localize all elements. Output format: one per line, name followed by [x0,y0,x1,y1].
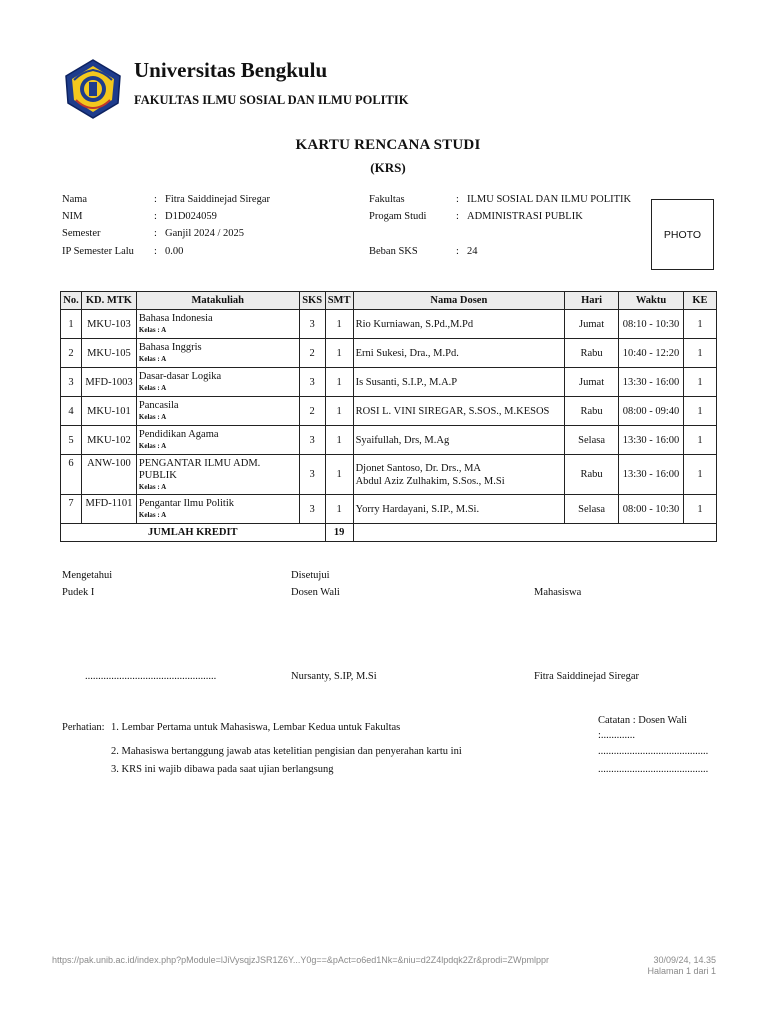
document-subtitle: (KRS) [370,160,406,175]
note-item-2: 2. Mahasiswa bertanggung jawab atas ketelitian pengisian dan penyerahan kartu ini [111,746,462,757]
cell-matkul [136,495,299,524]
mahasiswa-label: Mahasiswa [534,587,582,598]
cell-hari: Selasa [565,426,619,455]
cell-matkul [136,426,299,455]
perhatian-label: Perhatian: [62,722,105,733]
dosen-name-2: Abdul Aziz Zulhakim, S.Sos., M.Si [355,475,505,487]
matkul-name: Bahasa Indonesia [138,313,213,324]
sep-semester: : [154,228,157,239]
cell-sks: 3 [299,368,325,397]
cell-sks: 3 [299,455,325,495]
university-logo-icon [62,58,124,120]
matkul-name: Pendidikan Agama [138,429,219,440]
cell-waktu: 13:30 - 16:00 [619,368,684,397]
faculty-name: FAKULTAS ILMU SOSIAL DAN ILMU POLITIK [134,93,409,107]
value-nama: Fitra Saiddinejad Siregar [165,194,270,205]
matkul-name: Pancasila [138,400,179,411]
cell-matkul [136,339,299,368]
cell-kode: ANW-100 [81,455,136,495]
mengetahui-label: Mengetahui [62,570,113,581]
cell-hari: Selasa [565,495,619,524]
cell-no: 5 [61,426,82,455]
table-row [61,310,717,339]
catatan-line-2: .......................................... [598,746,709,757]
cell-kode: MKU-102 [81,426,136,455]
sep-prodi: : [456,211,459,222]
matkul-kelas: Kelas : A [138,442,167,450]
cell-ke: 1 [683,339,716,368]
cell-matkul [136,368,299,397]
total-sks: 19 [325,524,353,542]
catatan-line-3: .......................................... [598,764,709,775]
total-label-text: JUMLAH KREDIT [148,527,238,538]
note-item-1: 1. Lembar Pertama untuk Mahasiswa, Lembar Kedua untuk Fakultas [111,722,401,733]
header-waktu: Waktu [619,292,684,310]
cell-sks: 2 [299,339,325,368]
cell-kode: MKU-105 [81,339,136,368]
cell-no: 4 [61,397,82,426]
cell-dosen: ROSI L. VINI SIREGAR, S.SOS., M.KESOS [353,397,565,426]
header-kode: KD. MTK [81,292,136,310]
sep-ip: : [154,246,157,257]
matkul-kelas: Kelas : A [138,413,167,421]
document-title: KARTU RENCANA STUDI [295,137,481,153]
course-table [60,291,717,542]
cell-smt: 1 [325,339,353,368]
matkul-kelas: Kelas : A [138,384,167,392]
sep-fakultas: : [456,194,459,205]
cell-hari: Jumat [565,310,619,339]
label-fakultas: Fakultas [369,194,405,205]
cell-kode: MKU-103 [81,310,136,339]
cell-smt: 1 [325,495,353,524]
sep-nim: : [154,211,157,222]
value-fakultas: ILMU SOSIAL DAN ILMU POLITIK [467,194,632,205]
mahasiswa-name: Fitra Saiddinejad Siregar [534,671,639,682]
label-beban: Beban SKS [369,246,418,257]
disetujui-label: Disetujui [291,570,330,581]
cell-hari: Jumat [565,368,619,397]
matkul-kelas: Kelas : A [138,326,167,334]
catatan-line-1: :............. [598,730,636,741]
cell-dosen: Syaifullah, Drs, M.Ag [353,426,565,455]
matkul-kelas: Kelas : A [138,355,167,363]
header-dosen: Nama Dosen [353,292,565,310]
cell-no: 7 [61,495,82,524]
cell-dosen: Rio Kurniawan, S.Pd.,M.Pd [353,310,565,339]
header-ke: KE [683,292,716,310]
cell-smt: 1 [325,368,353,397]
cell-smt: 1 [325,310,353,339]
cell-hari: Rabu [565,397,619,426]
pudek-label: Pudek I [62,587,95,598]
cell-no: 6 [61,455,82,495]
cell-waktu: 10:40 - 12:20 [619,339,684,368]
cell-ke: 1 [683,368,716,397]
cell-ke: 1 [683,426,716,455]
pudek-signature-line: .................................................. [85,671,217,682]
cell-dosen: Yorry Hardayani, S.IP., M.Si. [353,495,565,524]
dosen-name: Djonet Santoso, Dr. Drs., MA [355,462,482,474]
cell-kode: MFD-1003 [81,368,136,397]
header-hari: Hari [565,292,619,310]
photo-label: PHOTO [663,228,702,241]
header-no: No. [61,292,82,310]
cell-smt: 1 [325,397,353,426]
table-row [61,368,717,397]
cell-dosen: Erni Sukesi, Dra., M.Pd. [353,339,565,368]
table-row [61,426,717,455]
cell-ke: 1 [683,495,716,524]
note-item-3: 3. KRS ini wajib dibawa pada saat ujian berlangsung [111,764,334,775]
cell-no: 1 [61,310,82,339]
header-matkul: Matakuliah [136,292,299,310]
value-nim: D1D024059 [165,211,217,222]
total-label [61,524,326,542]
table-row [61,455,717,495]
cell-hari: Rabu [565,339,619,368]
cell-no: 2 [61,339,82,368]
footer-page: Halaman 1 dari 1 [647,966,716,976]
header-sks: SKS [299,292,325,310]
cell-matkul [136,397,299,426]
sep-beban: : [456,246,459,257]
matkul-name: PENGANTAR ILMU ADM. PUBLIK [138,457,261,481]
cell-dosen [353,455,565,495]
cell-ke: 1 [683,455,716,495]
cell-waktu: 08:00 - 09:40 [619,397,684,426]
value-beban: 24 [467,246,478,257]
catatan-label: Catatan : Dosen Wali [598,715,688,726]
cell-ke: 1 [683,397,716,426]
cell-hari: Rabu [565,455,619,495]
cell-sks: 3 [299,426,325,455]
cell-sks: 3 [299,310,325,339]
value-semester: Ganjil 2024 / 2025 [165,228,245,239]
label-ip: IP Semester Lalu [62,246,134,257]
cell-matkul [136,455,299,495]
matkul-name: Dasar-dasar Logika [138,371,222,382]
table-header-row [61,292,717,310]
cell-waktu: 13:30 - 16:00 [619,455,684,495]
matkul-name: Pengantar Ilmu Politik [138,498,234,509]
table-row [61,339,717,368]
dosen-wali-name: Nursanty, S.IP, M.Si [291,671,377,682]
total-empty [353,524,716,542]
footer-datetime: 30/09/24, 14.35 [653,955,716,965]
matkul-name: Bahasa Inggris [138,342,202,353]
cell-waktu: 08:10 - 10:30 [619,310,684,339]
matkul-kelas: Kelas : A [138,482,167,491]
cell-matkul [136,310,299,339]
table-row [61,397,717,426]
matkul-kelas: Kelas : A [138,511,167,519]
footer-url[interactable]: https://pak.unib.ac.id/index.php?pModule=lJiVysqjzJSR1Z6Y...Y0g==&pAct=o6ed1Nk=&niu=d2Z4lpdqk2Zr&prodi=ZWpmlppr [52,955,550,965]
cell-waktu: 08:00 - 10:30 [619,495,684,524]
value-prodi: ADMINISTRASI PUBLIK [467,211,583,222]
cell-sks: 2 [299,397,325,426]
cell-ke: 1 [683,310,716,339]
cell-kode: MFD-1101 [81,495,136,524]
label-semester: Semester [62,228,101,239]
total-row [61,524,717,542]
cell-dosen: Is Susanti, S.I.P., M.A.P [353,368,565,397]
photo-box [651,199,714,270]
label-nama: Nama [62,194,88,205]
header-smt: SMT [325,292,353,310]
table-row [61,495,717,524]
value-ip: 0.00 [165,246,184,257]
dosen-wali-label: Dosen Wali [291,587,340,598]
label-prodi: Progam Studi [369,211,427,222]
sep-nama: : [154,194,157,205]
label-nim: NIM [62,211,83,222]
cell-no: 3 [61,368,82,397]
university-name: Universitas Bengkulu [134,58,328,82]
cell-waktu: 13:30 - 16:00 [619,426,684,455]
cell-sks: 3 [299,495,325,524]
cell-smt: 1 [325,426,353,455]
cell-kode: MKU-101 [81,397,136,426]
cell-smt: 1 [325,455,353,495]
